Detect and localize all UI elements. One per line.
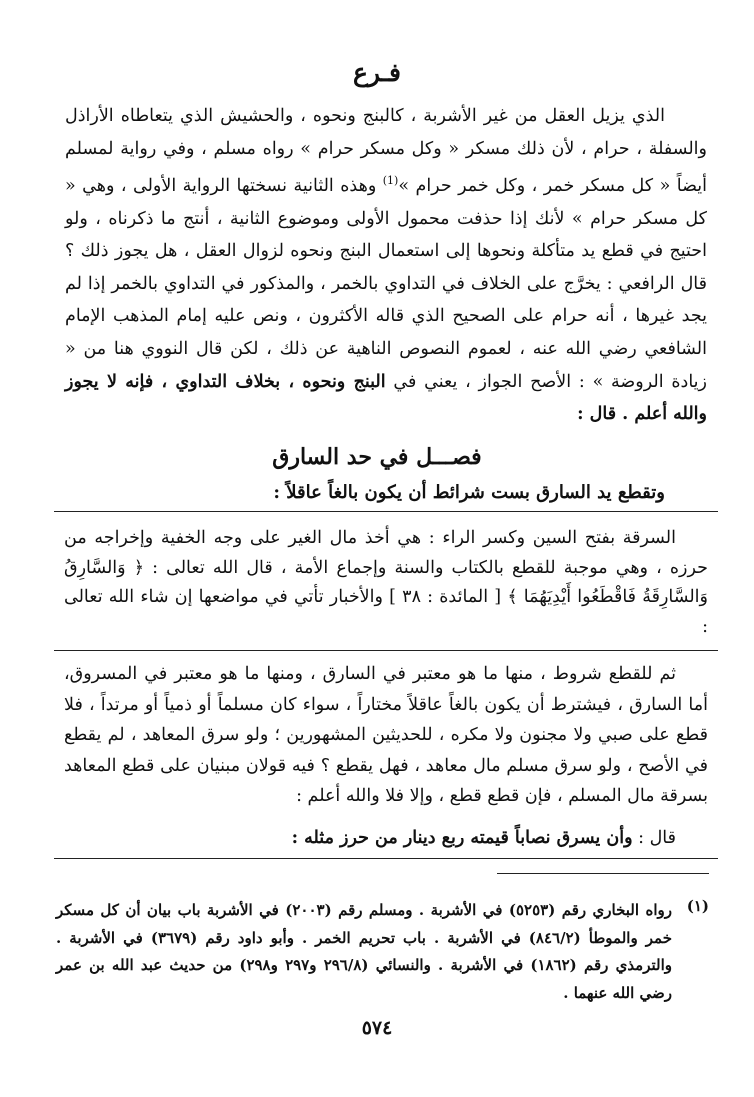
section-heading: فصـــل في حد السارق [272,444,482,470]
footnote-divider [497,873,709,874]
para-line: الذي يزيل العقل من غير الأشربة ، كالبنج ونحوه ، والحشيش الذي يتعاطاه [120,106,665,126]
footnote-text [56,897,672,1007]
para-line: العقل ، هل يجوز ذلك ؟ قال الرافعي : يخرَّج على الخلاف في التداوي بالخمر ، [65,241,707,294]
box-line: الله تعالى : [64,587,708,637]
box-line: وَالسَّارِقَةُ فَاقْطَعُوا أَيْدِيَهُمَا ﴾ [ المائدة : ٣٨ ] والأخبار تأتي في مواضعها إن شاء [140,587,708,607]
commentary-paragraph [64,659,708,812]
box-line: لم يقطع في الأصح ، ولو سرق مسلم مال معاهد ، فهل يقطع ؟ فيه قولان مبنيان على [64,725,708,776]
para-line: البنج ونحوه ، بخلاف التداوي ، فإنه لا يجوز والله أعلم . قال : [65,371,707,425]
box-line: السرقة بفتح السين وكسر الراء : هي أخذ مال الغير على وجه الخفية وإخراجه من [64,528,676,548]
footnote-marker[interactable]: (1) [382,174,399,188]
para-line: الأراذل والسفلة ، حرام ، لأن ذلك مسكر « وكل مسكر حرام » رواه مسلم ، وفي رواية [65,106,707,159]
para-line: الأولى ، وهي « كل مسكر حرام » لأنك إذا حذفت محمول الأولى وموضوع الثانية ، [65,176,707,229]
main-paragraph [65,100,707,431]
page-header-title: فـرع [353,58,401,87]
para-line: والمذكور في التداوي بالخمر إذا لم يجد غيرها ، أنه حرام على الصحيح الذي قاله [65,273,707,327]
para-line: الأكثرون ، ونص عليه إمام المذهب الإمام الشافعي رضي الله عنه ، لعموم النصوص [65,306,707,359]
box-line: قطع المعاهد بسرقة مال المسلم ، فإن قطع قطع ، وإلا فلا والله أعلم : [64,755,708,806]
box-line: فلا قطع على صبي ولا مجنون ولا مكره ، للحديثين المشهورين ؛ ولو سرق المعاهد ، [64,694,708,745]
box-line: حرزه ، وهي موجبة للقطع بالكتاب والسنة وإجماع الأمة ، قال الله تعالى : ﴿ وَالسَّارِقُ [64,557,708,578]
para-line: أنتج ما ذكرناه ، ولو احتيج في قطع يد متأكلة ونحوها إلى استعمال البنج ونحوه لزوال [65,208,707,262]
matn-quote-line [64,828,708,848]
para-line: الناهية عن ذلك ، لكن قال النووي هنا من « زيادة الروضة » : الأصح الجواز ، يعني في [65,338,707,392]
para-line: وهذه الثانية نسختها الرواية [182,176,383,197]
box-line: أما السارق ، فيشترط أن يكون بالغاً عاقلاً مختاراً ، سواء كان مسلماً أو ذمياً أو مرتداً ، [88,694,708,715]
footnote-line: عبد الله بن عمر رضي الله عنهما . [56,956,672,1002]
box-line: ثم للقطع شروط ، منها ما هو معتبر في السارق ، ومنها ما هو معتبر في المسروق، [64,664,676,684]
para-line: لمسلم أيضاً « كل مسكر خمر ، وكل خمر حرام » [65,138,707,197]
commentary-box-definition [54,511,718,651]
matn-lead-line: وتقطع يد السارق بست شرائط أن يكون بالغاً عاقلاً : [273,482,665,503]
quote-text: وأن يسرق نصاباً قيمته ربع دينار من حرز مثله : [291,828,633,848]
footnote-line: رواه البخاري رقم (٥٢٥٣) في الأشربة . ومسلم رقم (٢٠٠٣) في الأشربة باب بيان أن كل [100,901,672,919]
page-number: ٥٧٤ [361,1017,393,1039]
footnote-line: مسكر خمر والموطأ (٨٤٦/٢) في الأشربة . باب تحريم الخمر . وأبو داود رقم (٣٦٧٩) في [56,901,672,947]
footnote-number: (١) [686,897,709,915]
commentary-box-conditions [54,651,718,859]
commentary-paragraph [64,524,708,642]
quote-label: قال : [632,828,676,848]
footnote-line: الأشربة . والترمذي رقم (١٨٦٢) في الأشربة . والنسائي (٢٩٦/٨ و٢٩٧ و٢٩٨) من حديث [56,928,673,974]
